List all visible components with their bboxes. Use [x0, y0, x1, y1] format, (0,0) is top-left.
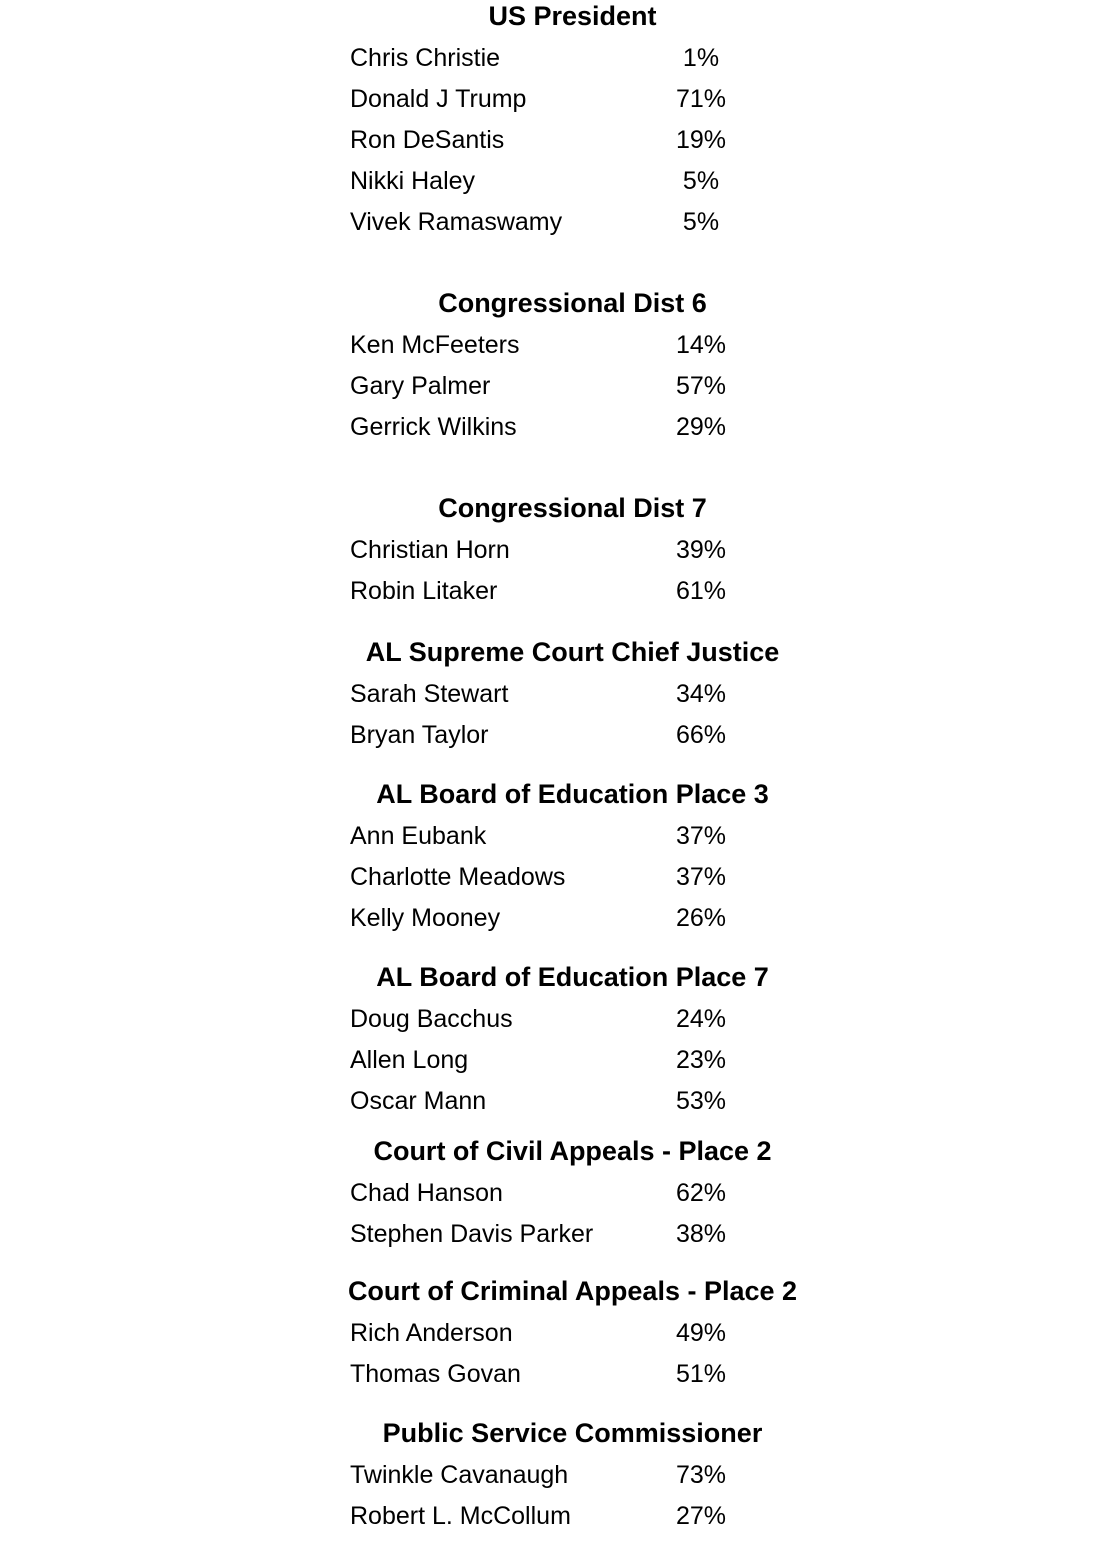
race-title: AL Board of Education Place 7: [376, 962, 769, 992]
candidate-name: Ken McFeeters: [350, 331, 520, 359]
race-title: Court of Criminal Appeals - Place 2: [347, 1276, 798, 1306]
candidate-name: Thomas Govan: [350, 1360, 521, 1388]
candidate-percent: 53%: [675, 1087, 727, 1115]
candidate-percent: 5%: [682, 208, 720, 236]
race-title: AL Supreme Court Chief Justice: [365, 637, 780, 667]
candidate-name: Vivek Ramaswamy: [350, 208, 563, 236]
candidate-row: [0, 1455, 1103, 1496]
candidate-name: Chris Christie: [350, 44, 501, 72]
candidate-row: [0, 571, 1103, 612]
candidate-row: [0, 999, 1103, 1040]
candidate-row: [0, 674, 1103, 715]
candidate-name: Rich Anderson: [350, 1319, 513, 1347]
candidate-name: Stephen Davis Parker: [350, 1220, 594, 1248]
candidate-percent: 34%: [675, 680, 727, 708]
candidate-percent: 1%: [682, 44, 720, 72]
candidate-row: [0, 38, 1103, 79]
race-title: Court of Civil Appeals - Place 2: [373, 1136, 772, 1166]
candidate-name: Christian Horn: [350, 536, 510, 564]
candidate-name: Oscar Mann: [350, 1087, 487, 1115]
candidate-percent: 19%: [675, 126, 727, 154]
candidate-percent: 29%: [675, 413, 727, 441]
candidate-row: [0, 1081, 1103, 1122]
candidate-name: Gary Palmer: [350, 372, 491, 400]
candidate-row: [0, 715, 1103, 756]
candidate-percent: 37%: [675, 863, 727, 891]
candidate-name: Bryan Taylor: [350, 721, 489, 749]
candidate-row: [0, 366, 1103, 407]
race-title: Congressional Dist 7: [438, 493, 707, 523]
candidate-percent: 73%: [675, 1461, 727, 1489]
candidate-percent: 38%: [675, 1220, 727, 1248]
candidate-row: [0, 202, 1103, 243]
candidate-row: [0, 816, 1103, 857]
candidate-row: [0, 1313, 1103, 1354]
candidate-row: [0, 857, 1103, 898]
candidate-row: [0, 530, 1103, 571]
candidate-row: [0, 79, 1103, 120]
candidate-row: [0, 1496, 1103, 1537]
candidate-name: Doug Bacchus: [350, 1005, 513, 1033]
candidate-row: [0, 120, 1103, 161]
candidate-percent: 24%: [675, 1005, 727, 1033]
candidate-percent: 51%: [675, 1360, 727, 1388]
race-title: US President: [488, 1, 657, 31]
candidate-name: Ron DeSantis: [350, 126, 505, 154]
candidate-row: [0, 1214, 1103, 1255]
candidate-percent: 23%: [675, 1046, 727, 1074]
candidate-name: Robin Litaker: [350, 577, 498, 605]
candidate-row: [0, 1354, 1103, 1395]
candidate-name: Twinkle Cavanaugh: [350, 1461, 569, 1489]
candidate-percent: 57%: [675, 372, 727, 400]
candidate-name: Sarah Stewart: [350, 680, 509, 708]
race-title: Public Service Commissioner: [382, 1418, 763, 1448]
candidate-percent: 26%: [675, 904, 727, 932]
candidate-percent: 49%: [675, 1319, 727, 1347]
candidate-row: [0, 407, 1103, 448]
candidate-percent: 39%: [675, 536, 727, 564]
candidate-row: [0, 1040, 1103, 1081]
candidate-row: [0, 325, 1103, 366]
candidate-row: [0, 161, 1103, 202]
candidate-percent: 62%: [675, 1179, 727, 1207]
candidate-percent: 71%: [675, 85, 727, 113]
candidate-name: Kelly Mooney: [350, 904, 501, 932]
candidate-name: Nikki Haley: [350, 167, 476, 195]
race-title: AL Board of Education Place 3: [376, 779, 769, 809]
candidate-percent: 14%: [675, 331, 727, 359]
candidate-percent: 37%: [675, 822, 727, 850]
candidate-row: [0, 898, 1103, 939]
candidate-percent: 66%: [675, 721, 727, 749]
candidate-name: Robert L. McCollum: [350, 1502, 571, 1530]
candidate-name: Allen Long: [350, 1046, 469, 1074]
candidate-name: Ann Eubank: [350, 822, 487, 850]
candidate-row: [0, 1173, 1103, 1214]
candidate-name: Charlotte Meadows: [350, 863, 566, 891]
candidate-percent: 5%: [682, 167, 720, 195]
candidate-name: Donald J Trump: [350, 85, 527, 113]
candidate-name: Gerrick Wilkins: [350, 413, 517, 441]
candidate-name: Chad Hanson: [350, 1179, 503, 1207]
race-title: Congressional Dist 6: [438, 288, 707, 318]
candidate-percent: 61%: [675, 577, 727, 605]
candidate-percent: 27%: [675, 1502, 727, 1530]
